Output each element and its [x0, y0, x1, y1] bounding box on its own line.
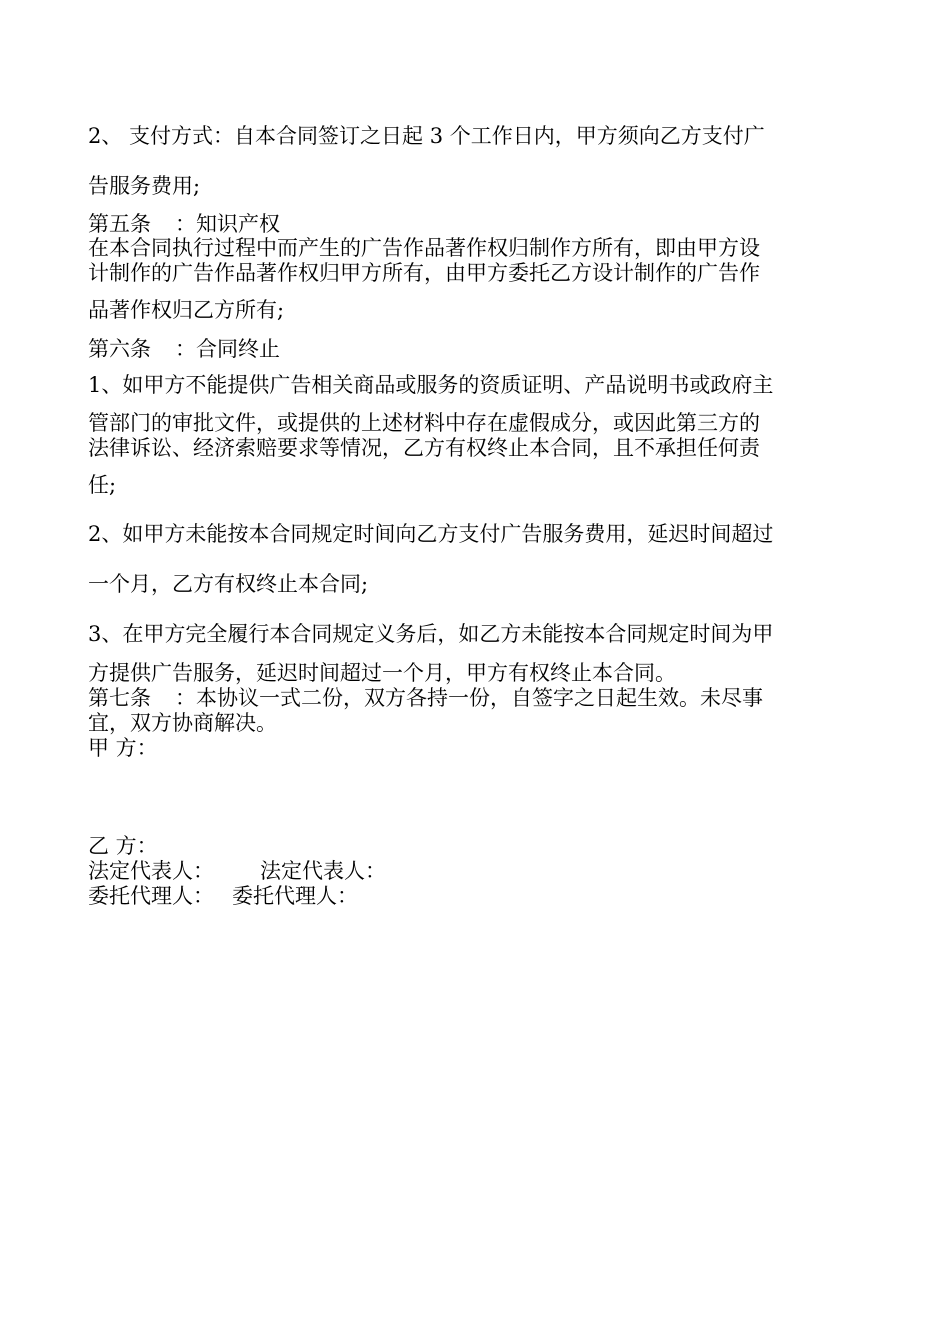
legal-rep-a-label: 法定代表人：: [88, 859, 214, 883]
party-b-label: 乙 方：: [88, 834, 158, 858]
article-5-heading: 第五条 ：知识产权: [88, 212, 280, 236]
article-6-item-3-line-1: 3、在甲方完全履行本合同规定义务后，如乙方未能按本合同规定时间为甲: [88, 622, 774, 646]
agent-row: [88, 884, 358, 908]
agent-a-label: 委托代理人：: [88, 884, 214, 908]
article-7-line-1: 第七条 ：本协议一式二份，双方各持一份，自签字之日起生效。未尽事: [88, 686, 763, 710]
agent-b-label: 委托代理人：: [232, 884, 358, 908]
article-6-item-1-line-4: 任;: [88, 473, 117, 497]
article-6-item-2-line-1: 2、如甲方未能按本合同规定时间向乙方支付广告服务费用，延迟时间超过: [88, 522, 774, 546]
legal-representative-row: [88, 859, 386, 883]
article-6-item-2-line-2: 一个月，乙方有权终止本合同;: [88, 572, 369, 596]
article-6-heading: 第六条 ：合同终止: [88, 337, 280, 361]
article-5-line-1: 在本合同执行过程中而产生的广告作品著作权归制作方所有，即由甲方设: [88, 236, 760, 260]
payment-clause-line-2: 告服务费用;: [88, 174, 201, 198]
legal-rep-b-label: 法定代表人：: [260, 859, 386, 883]
article-7-line-2: 宜，双方协商解决。: [88, 711, 277, 735]
article-6-item-1-line-2: 管部门的审批文件，或提供的上述材料中存在虚假成分，或因此第三方的: [88, 411, 760, 435]
article-6-item-1-line-1: 1、如甲方不能提供广告相关商品或服务的资质证明、产品说明书或政府主: [88, 373, 774, 397]
article-6-item-3-line-2: 方提供广告服务，延迟时间超过一个月，甲方有权终止本合同。: [88, 661, 676, 685]
article-6-item-1-line-3: 法律诉讼、经济索赔要求等情况，乙方有权终止本合同，且不承担任何责: [88, 436, 760, 460]
party-a-label: 甲 方：: [88, 736, 158, 760]
article-5-line-3: 品著作权归乙方所有;: [88, 298, 285, 322]
payment-clause-line-1: 2、 支付方式：自本合同签订之日起 3 个工作日内，甲方须向乙方支付广: [88, 124, 765, 148]
article-5-line-2: 计制作的广告作品著作权归甲方所有，由甲方委托乙方设计制作的广告作: [88, 261, 760, 285]
